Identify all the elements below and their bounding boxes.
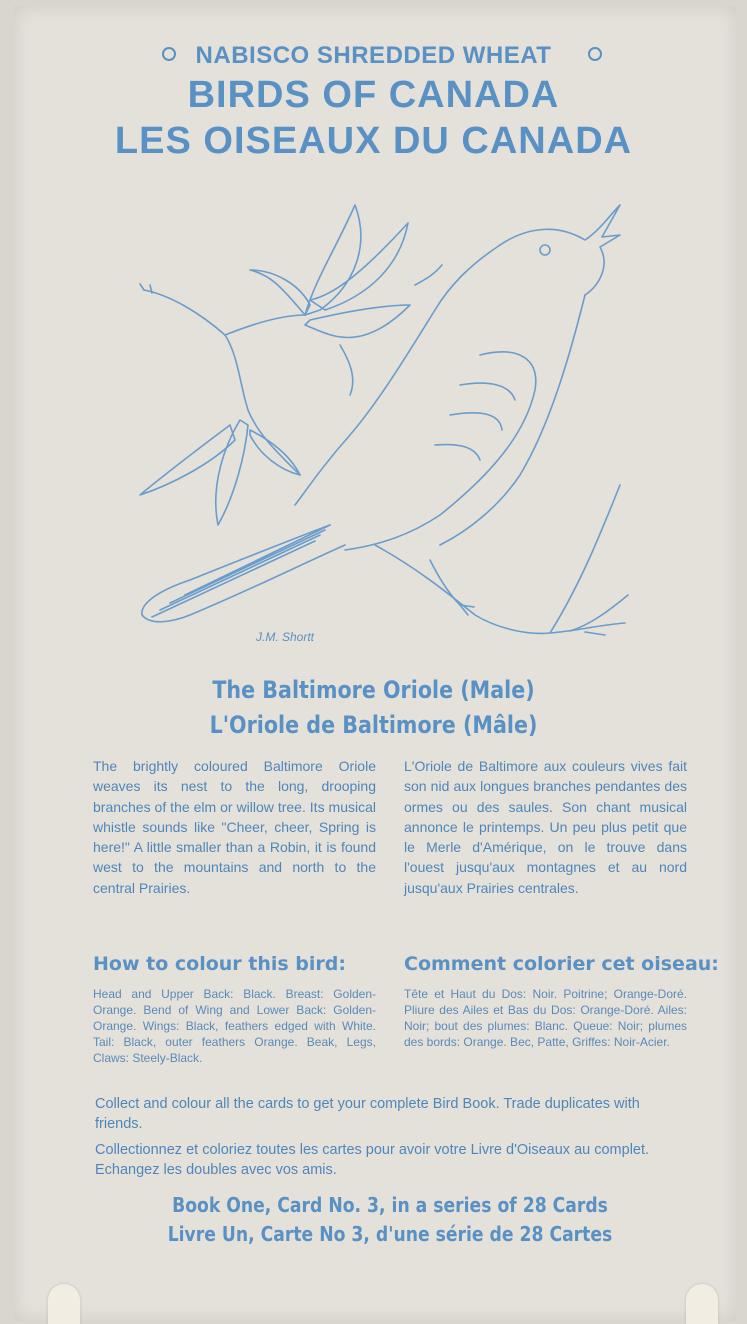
leaf-4: [250, 270, 310, 315]
bird-foot: [430, 560, 474, 615]
leaf-6: [216, 420, 248, 525]
title-french: LES OISEAUX DU CANADA: [114, 120, 633, 162]
artist-signature: J.M. Shortt: [256, 630, 315, 644]
colour-guide-french: Tête et Haut du Dos: Noir. Poitrine; Orange-Doré. Pliure des Ailes et Bas du Dos: Orange-Doré. Ailes: Noir; bout des plumes: Blanc. Queue: Noir; plumes des bords: Orange. Bec, Patte, Griffes: Noir-Acier.: [404, 987, 687, 1049]
bird-wing: [345, 352, 536, 550]
stand-clip-right: [686, 1284, 718, 1324]
title-english: BIRDS OF CANADA: [187, 74, 560, 116]
bird-eye: [540, 245, 550, 255]
brand-heading: NABISCO SHREDDED WHEAT: [195, 42, 552, 69]
collect-note-english: Collect and colour all the cards to get your complete Bird Book. Trade duplicates with friends.: [95, 1096, 640, 1132]
oriole-illustration: [130, 185, 640, 655]
description-english: The brightly coloured Baltimore Oriole weaves its nest to the long, drooping branches of the elm or willow tree. Its musical whistle sounds like "Cheer, cheer, Spring is here!" A little smaller than a Robin, it is found west to the mountains and north to the central Prairies.: [93, 758, 376, 896]
bird-head: [500, 205, 620, 295]
bird-breast: [440, 295, 585, 545]
collect-note-french: Collectionnez et coloriez toutes les cartes pour avoir votre Livre d'Oiseaux au complet. Echangez les doubles avec vos amis.: [95, 1142, 650, 1178]
species-name-english: The Baltimore Oriole (Male): [212, 676, 535, 704]
species-name-french: L'Oriole de Baltimore (Mâle): [209, 711, 538, 739]
stand-clip-left: [48, 1284, 80, 1324]
howto-heading-english: How to colour this bird:: [93, 953, 346, 975]
howto-heading-french: Comment colorier cet oiseau:: [404, 953, 719, 975]
series-info-french: Livre Un, Carte No 3, d'une série de 28 Cartes: [167, 1222, 613, 1246]
colour-guide-english: Head and Upper Back: Black. Breast: Golden-Orange. Bend of Wing and Lower Back: Golden-Orange. Wings: Black, feathers edged with White. Tail: Black, outer feathers Orange. Beak, Legs, Claws: Steely-Black.: [93, 987, 376, 1065]
series-info-english: Book One, Card No. 3, in a series of 28 Cards: [172, 1193, 608, 1217]
leaf-5: [140, 425, 235, 495]
perch-branch: [375, 545, 625, 633]
bird-back: [295, 245, 500, 505]
description-french: L'Oriole de Baltimore aux couleurs vives fait son nid aux longues branches pendantes des ormes ou des saules. Son chant musical annonce le printemps. Un peu plus petit que le Merle d'Amérique, on le trouve dans l'ouest jusqu'aux montagnes et au nord jusqu'aux Prairies centrales.: [404, 758, 687, 896]
